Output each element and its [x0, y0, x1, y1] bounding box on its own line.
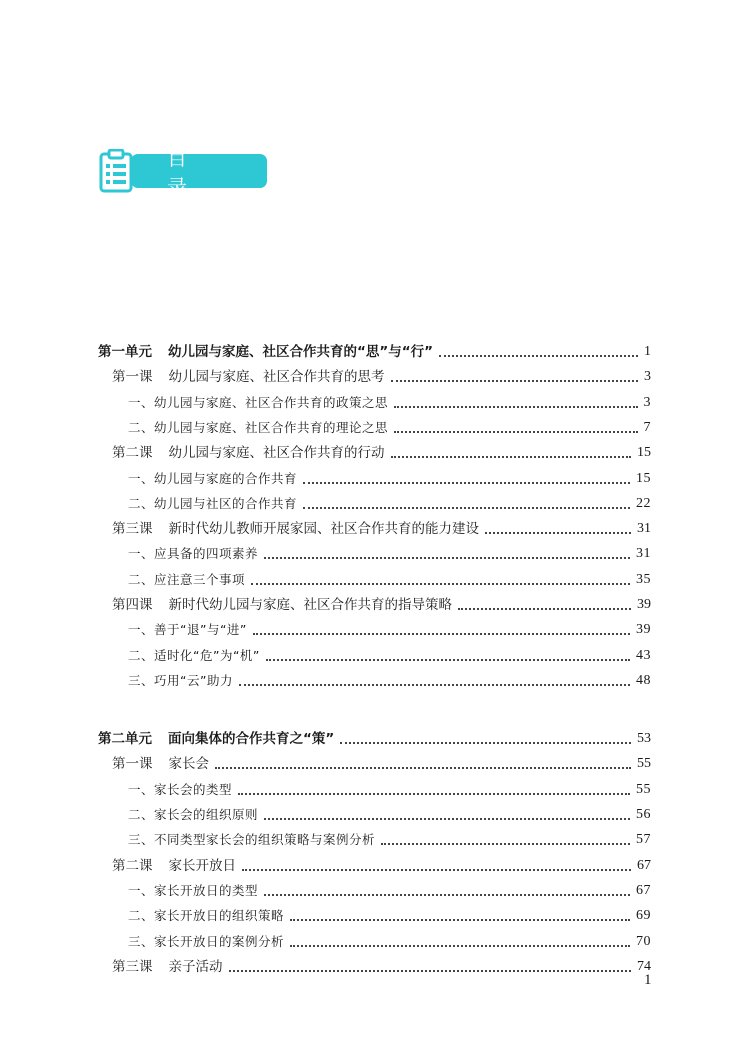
toc-entry[interactable]: [98, 414, 651, 438]
toc-entry-page: 31: [636, 546, 651, 561]
dot-leader: [251, 583, 630, 585]
toc-entry-page: 55: [636, 782, 651, 797]
toc-entry-title: [128, 544, 258, 564]
toc-entry-text: 一、善于“退”与“进”: [128, 622, 247, 637]
dot-leader: [458, 608, 631, 610]
toc-entry-text: 幼儿园与家庭、社区合作共育的行动: [168, 445, 385, 461]
toc-entry-text: 三、不同类型家长会的组织策略与案例分析: [128, 832, 376, 847]
toc-entry[interactable]: [98, 776, 651, 800]
toc-entry-title: [128, 570, 245, 590]
toc-entry[interactable]: [98, 902, 651, 926]
toc-entry-title: [112, 367, 385, 387]
toc-entry[interactable]: [98, 826, 651, 850]
toc-entry[interactable]: [98, 725, 651, 749]
toc-entry-label: 第三课: [112, 959, 153, 975]
toc-entry-label: 第三课: [112, 521, 153, 537]
toc-entry-label: 第二单元: [98, 731, 152, 747]
toc-entry-page: 31: [637, 521, 651, 536]
toc-entry-text: 一、家长会的类型: [128, 782, 233, 797]
toc-entry-title: [128, 906, 284, 926]
toc-entry-text: 新时代幼儿教师开展家园、社区合作共育的能力建设: [168, 521, 479, 537]
toc-entry-title: [128, 469, 297, 489]
toc-entry-label: 第一课: [112, 369, 153, 385]
dot-leader: [439, 355, 638, 357]
toc-entry-title: [128, 671, 233, 691]
toc-entry[interactable]: [98, 642, 651, 666]
toc-entry-page: 22: [636, 496, 651, 511]
toc-entry-text: 二、家长会的组织原则: [128, 807, 259, 822]
dot-leader: [239, 684, 630, 686]
toc-entry[interactable]: [98, 389, 651, 413]
toc-entry[interactable]: [98, 953, 651, 977]
toc-entry-title: [112, 519, 479, 539]
dot-leader: [391, 380, 639, 382]
dot-leader: [264, 557, 630, 559]
toc-entry-page: 67: [637, 858, 651, 873]
toc-entry-text: 一、家长开放日的类型: [128, 883, 259, 898]
toc-entry[interactable]: [98, 566, 651, 590]
clipboard-list-icon: [99, 149, 135, 193]
toc-entry-page: 39: [636, 622, 651, 637]
toc-entry-text: 二、应注意三个事项: [128, 572, 246, 587]
toc-entry-title: [112, 754, 209, 774]
toc-entry-text: 二、幼儿园与社区的合作共育: [128, 496, 298, 511]
toc-entry-text: 新时代幼儿园与家庭、社区合作共育的指导策略: [168, 597, 452, 613]
toc-entry-title: [128, 780, 232, 800]
dot-leader: [264, 818, 630, 820]
toc-entry-title: [112, 856, 236, 876]
toc-entry-text: 一、应具备的四项素养: [128, 546, 259, 561]
toc-entry-title: [128, 881, 258, 901]
toc-entry-page: 3: [643, 395, 651, 410]
toc-entry-page: 67: [636, 883, 651, 898]
toc-entry-title: [128, 830, 375, 850]
toc-entry-title: [112, 957, 223, 977]
dot-leader: [485, 532, 631, 534]
toc-entry-page: 48: [636, 673, 651, 688]
toc-entry-title: [128, 620, 247, 640]
toc-entry-page: 74: [637, 959, 651, 974]
toc-entry-title: [128, 393, 388, 413]
toc-entry-title: [112, 443, 385, 463]
toc-entry-page: 39: [637, 597, 651, 612]
toc-entry-text: 三、家长开放日的案例分析: [128, 934, 285, 949]
toc-entry-page: 56: [636, 807, 651, 822]
dot-leader: [229, 970, 632, 972]
toc-entry[interactable]: [98, 852, 651, 876]
toc-entry-page: 53: [637, 731, 651, 746]
toc-entry[interactable]: [98, 616, 651, 640]
toc-entry-title: [128, 932, 284, 952]
toc-entry[interactable]: [98, 465, 651, 489]
dot-leader: [242, 869, 631, 871]
toc-entry-text: 二、适时化“危”为“机”: [128, 648, 260, 663]
toc-entry[interactable]: [98, 338, 651, 362]
toc-entry-page: 43: [636, 648, 651, 663]
toc-entry-page: 35: [636, 572, 651, 587]
toc-entry-text: 二、幼儿园与家庭、社区合作共育的理论之思: [128, 420, 389, 435]
toc-entry-page: 15: [637, 445, 651, 460]
toc-entry-page: 1: [644, 344, 651, 359]
toc-entry-title: [98, 729, 334, 749]
toc-entry[interactable]: [98, 928, 651, 952]
toc-entry[interactable]: [98, 540, 651, 564]
toc-entry[interactable]: [98, 667, 651, 691]
toc-header-title: 目 录: [167, 146, 223, 199]
dot-leader: [238, 793, 630, 795]
toc-entry-page: 70: [636, 934, 651, 949]
toc-entry-label: 第二课: [112, 858, 153, 874]
dot-leader: [264, 894, 630, 896]
dot-leader: [391, 456, 632, 458]
toc-entry-text: 面向集体的合作共育之“策”: [168, 731, 335, 747]
toc-entry[interactable]: [98, 877, 651, 901]
toc-entry[interactable]: [98, 363, 651, 387]
toc-entry[interactable]: [98, 439, 651, 463]
toc-entry-page: 57: [636, 832, 651, 847]
toc-entry-page: 7: [643, 420, 651, 435]
toc-entry-label: 第一单元: [98, 344, 152, 360]
toc-entry-label: 第二课: [112, 445, 153, 461]
toc-entry-text: 幼儿园与家庭、社区合作共育的“思”与“行”: [168, 344, 433, 360]
toc-entry[interactable]: [98, 515, 651, 539]
dot-leader: [303, 482, 630, 484]
toc-entry-text: 幼儿园与家庭、社区合作共育的思考: [168, 369, 385, 385]
toc-entry-title: [128, 418, 388, 438]
toc-entry[interactable]: [98, 490, 651, 514]
toc-entry-text: 亲子活动: [168, 959, 223, 975]
toc-entry[interactable]: [98, 591, 651, 615]
toc-entry-label: 第一课: [112, 756, 153, 772]
dot-leader: [394, 431, 637, 433]
toc-entry-text: 一、幼儿园与家庭、社区合作共育的政策之思: [128, 395, 389, 410]
toc-entry-page: 55: [637, 756, 651, 771]
toc-entry-text: 家长会: [168, 756, 209, 772]
toc-entry-text: 三、巧用“云”助力: [128, 673, 233, 688]
toc-entry-title: [98, 342, 433, 362]
dot-leader: [266, 659, 630, 661]
page-number: 1: [644, 972, 652, 988]
toc-entry-text: 家长开放日: [168, 858, 236, 874]
dot-leader: [253, 633, 630, 635]
toc-entry-text: 一、幼儿园与家庭的合作共育: [128, 471, 298, 486]
toc-entry-label: 第四课: [112, 597, 153, 613]
toc-entry-title: [112, 595, 452, 615]
toc-entry-page: 69: [636, 908, 651, 923]
toc-entry-title: [128, 805, 258, 825]
dot-leader: [303, 507, 630, 509]
dot-leader: [290, 919, 630, 921]
toc-entry[interactable]: [98, 801, 651, 825]
toc-entry-title: [128, 646, 260, 666]
toc-entry-title: [128, 494, 297, 514]
dot-leader: [340, 742, 631, 744]
dot-leader: [290, 945, 630, 947]
dot-leader: [381, 843, 630, 845]
toc-entry-page: 3: [644, 369, 651, 384]
toc-entry-text: 二、家长开放日的组织策略: [128, 908, 285, 923]
toc-header-bar: [131, 146, 267, 199]
toc-entry-page: 15: [636, 471, 651, 486]
toc-entry[interactable]: [98, 750, 651, 774]
dot-leader: [215, 767, 631, 769]
dot-leader: [394, 406, 637, 408]
